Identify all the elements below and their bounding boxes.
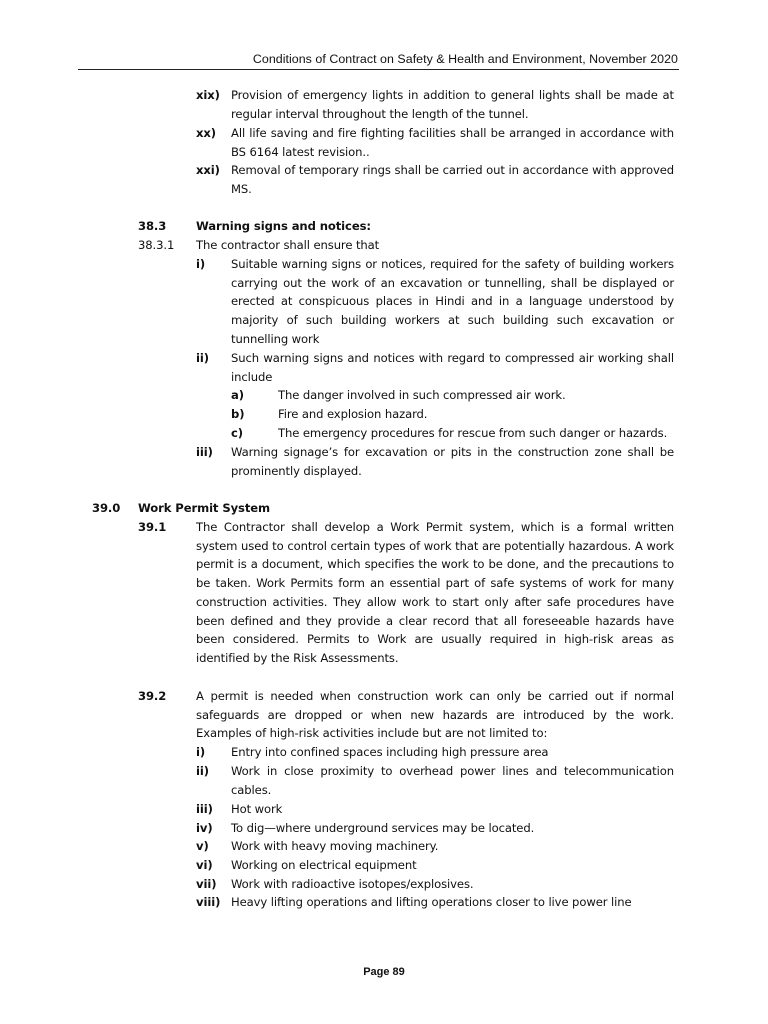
- list-item-text: Provision of emergency lights in addition to general lights shall be made at regular interval throughout the length of the tunnel.: [231, 88, 674, 121]
- subsection-number: 39.2: [138, 689, 167, 703]
- list-item-number: xx): [196, 126, 216, 140]
- list-item-number: iv): [196, 821, 213, 835]
- list-item-text: To dig—where underground services may be located.: [231, 821, 535, 835]
- list-item-text: Heavy lifting operations and lifting operations closer to live power line: [231, 895, 632, 909]
- list-item-text: Warning signage’s for excavation or pits in the construction zone shall be prominently displayed.: [231, 445, 674, 478]
- list-item-text: Such warning signs and notices with regard to compressed air working shall include: [231, 351, 674, 384]
- list-item-number: ii): [196, 764, 209, 778]
- list-item-number: vi): [196, 858, 213, 872]
- list-item-number: iii): [196, 445, 213, 459]
- running-header: Conditions of Contract on Safety & Health and Environment, November 2020: [252, 52, 678, 66]
- list-item-number: v): [196, 839, 209, 853]
- sub-item-letter: a): [231, 388, 244, 402]
- paragraph: The Contractor shall develop a Work Permit system, which is a formal written system used to control certain types of work that are potentially hazardous. A work permit is a document, which specifies the work to be done, and the precautions to be taken. Work Permits form an essential part of safe systems of work for many construction activities. They allow work to start only after safe procedures have been defined and they provide a clear record that all foreseeable hazards have been considered. Permits to Work are usually required in high-risk areas as identified by the Risk Assessments.: [196, 520, 674, 665]
- list-item-text: Entry into confined spaces including high pressure area: [231, 745, 549, 759]
- paragraph: A permit is needed when construction work can only be carried out if normal safeguards are dropped or when new hazards are introduced by the work. Examples of high-risk activities include but are not limited to:: [196, 689, 674, 741]
- list-item-number: vii): [196, 877, 217, 891]
- sub-item-letter: c): [231, 426, 243, 440]
- list-item-text: Hot work: [231, 802, 283, 816]
- list-item-number: iii): [196, 802, 213, 816]
- sub-item-text: Fire and explosion hazard.: [278, 407, 428, 421]
- sub-item-text: The emergency procedures for rescue from such danger or hazards.: [278, 426, 668, 440]
- list-item-number: viii): [196, 895, 221, 909]
- list-item-text: Work with heavy moving machinery.: [231, 839, 439, 853]
- section-number: 39.0: [92, 501, 121, 515]
- list-item-number: ii): [196, 351, 209, 365]
- list-item-text: Suitable warning signs or notices, required for the safety of building workers carrying out the work of an excavation or tunnelling, shall be displayed or erected at conspicuous places in Hindi and in a language understood by majority of such building workers at such building such excavation or tunnelling work: [231, 257, 674, 346]
- list-item-text: Removal of temporary rings shall be carried out in accordance with approved MS.: [231, 163, 674, 196]
- list-item-text: Work with radioactive isotopes/explosives.: [231, 877, 474, 891]
- sub-item-text: The danger involved in such compressed air work.: [278, 388, 566, 402]
- page-number: Page 89: [363, 966, 405, 978]
- list-item-number: i): [196, 745, 206, 759]
- section-number: 38.3: [138, 219, 167, 233]
- section-title: Work Permit System: [138, 501, 271, 515]
- list-item-number: i): [196, 257, 206, 271]
- subsection-number: 38.3.1: [138, 238, 175, 252]
- list-item-text: Working on electrical equipment: [231, 858, 417, 872]
- list-item-text: All life saving and fire fighting facilities shall be arranged in accordance with BS 6164 latest revision..: [231, 126, 674, 159]
- sub-item-letter: b): [231, 407, 245, 421]
- header-rule: [78, 69, 679, 70]
- list-item-number: xxi): [196, 163, 220, 177]
- section-title: Warning signs and notices:: [196, 219, 371, 233]
- list-item-number: xix): [196, 88, 220, 102]
- subsection-number: 39.1: [138, 520, 167, 534]
- list-item-text: Work in close proximity to overhead power lines and telecommunication cables.: [231, 764, 674, 797]
- subsection-text: The contractor shall ensure that: [196, 238, 380, 252]
